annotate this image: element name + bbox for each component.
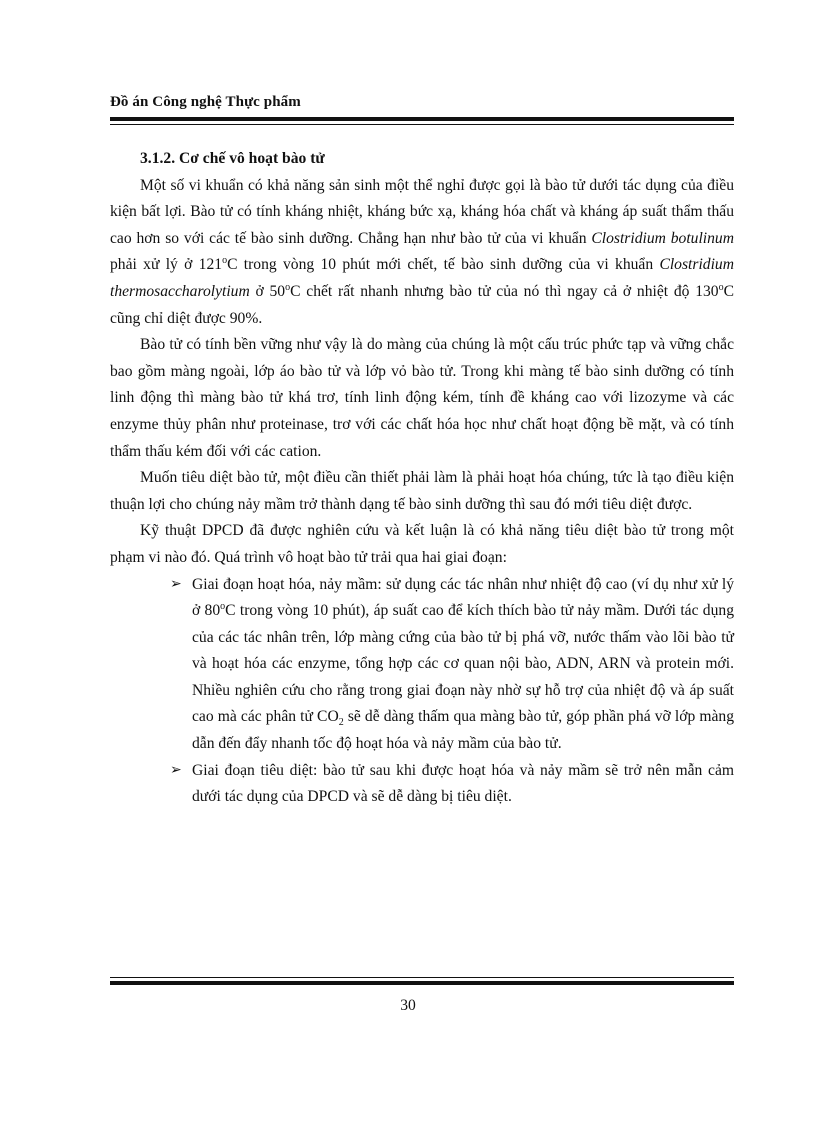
paragraph-3: Muốn tiêu diệt bào tử, một điều cần thiết phải làm là phải hoạt hóa chúng, tức là tạo điều kiện thuận lợi cho chúng nảy mầm trở thành dạng tế bào sinh dưỡng thì sau đó mới tiêu diệt được. — [110, 469, 734, 513]
footer-rule-thin — [110, 977, 734, 978]
header-rule-thin — [110, 124, 734, 125]
list-item — [170, 572, 734, 758]
bullet1-degree: o — [220, 600, 226, 612]
arrow-bullet-icon: ➢ — [170, 762, 182, 778]
p1-degree-2: o — [285, 281, 291, 293]
stage-list — [110, 572, 734, 811]
p1-text-e: C trong vòng 10 phút mới chết, tế bào sinh dưỡng của vi khuẩn — [227, 256, 660, 274]
body-content — [110, 146, 734, 811]
p1-text-g: ở 50 — [249, 282, 286, 300]
p1-species-1: Clostridium botulinum — [591, 229, 734, 247]
bullet1-text-a: Giai đoạn hoạt hóa, nảy mầm: sử dụng các tác nhân như nhiệt độ cao (ví dụ như xử lý ở 80 — [192, 575, 734, 620]
page-number: 30 — [400, 997, 416, 1014]
paragraph-4: Kỹ thuật DPCD đã được nghiên cứu và kết luận là có khả năng tiêu diệt bào tử trong một phạm vi nào đó. Quá trình vô hoạt bào tử trải qua hai giai đoạn: — [110, 522, 734, 566]
bullet1-text-c: C trong vòng 10 phút), áp suất cao để kích thích bào tử nảy mầm. Dưới tác dụng của các tác nhân trên, lớp màng cứng của bào tử bị phá vỡ, nước thấm vào lõi bào tử và hoạt hóa các enzyme, tổng hợp các cơ quan nội bào, ADN, ARN và protein mới. Nhiều nghiên cứu cho rằng trong giai đoạn này nhờ sự hỗ trợ của nhiệt độ và áp suất cao mà các phân tử CO — [192, 602, 734, 726]
p1-text-i: C chết rất nhanh nhưng bào tử của nó thì ngay cả ở nhiệt độ 130 — [290, 282, 719, 300]
p1-degree-1: o — [222, 255, 228, 267]
footer-rule-thick — [110, 981, 734, 985]
paragraph-1 — [110, 173, 734, 333]
p1-text-c: phải xử lý ở 121 — [110, 256, 223, 274]
bullet2-text: Giai đoạn tiêu diệt: bào tử sau khi được hoạt hóa và nảy mầm sẽ trở nên mẫn cảm dưới tác dụng của DPCD và sẽ dễ dàng bị tiêu diệt. — [192, 761, 734, 806]
header-rule-thick — [110, 117, 734, 121]
p1-species-2: Clostridium thermosaccharolytium — [110, 256, 734, 300]
paragraph-2: Bào tử có tính bền vững như vậy là do màng của chúng là một cấu trúc phức tạp và vững chắc bao gồm màng ngoài, lớp áo bào tử và lớp vỏ bào tử. Trong khi màng tế bào sinh dưỡng có tính linh động thì màng bào tử khá trơ, tính linh động kém, tính đề kháng cao với lizozyme và các enzyme thủy phân như proteinase, trơ với các chất hóa học như chất hoạt động bề mặt, và có tính thẩm thấu kém đối với các cation. — [110, 336, 734, 460]
bullet1-subscript: 2 — [338, 717, 344, 729]
bullet1-text-e: sẽ dễ dàng thấm qua màng bào tử, góp phần phá vỡ lớp màng dẫn đến đẩy nhanh tốc độ hoạt hóa và nảy mầm của bào tử. — [192, 708, 734, 753]
p1-text-k: C cũng chỉ diệt được 90%. — [110, 282, 734, 327]
p1-text-a: Một số vi khuẩn có khả năng sản sinh một thể nghỉ được gọi là bào tử dưới tác dụng của điều kiện bất lợi. Bào tử có tính kháng nhiệt, kháng bức xạ, kháng hóa chất và kháng áp suất thẩm thấu cao hơn so với các tế bào sinh dưỡng. Chẳng hạn như bào tử của vi khuẩn — [110, 176, 734, 247]
header-title: Đồ án Công nghệ Thực phẩm — [110, 94, 301, 110]
section-heading: 3.1.2. Cơ chế vô hoạt bào tử — [140, 150, 325, 167]
p1-degree-3: o — [718, 281, 724, 293]
list-item — [170, 758, 734, 811]
arrow-bullet-icon: ➢ — [170, 576, 182, 592]
